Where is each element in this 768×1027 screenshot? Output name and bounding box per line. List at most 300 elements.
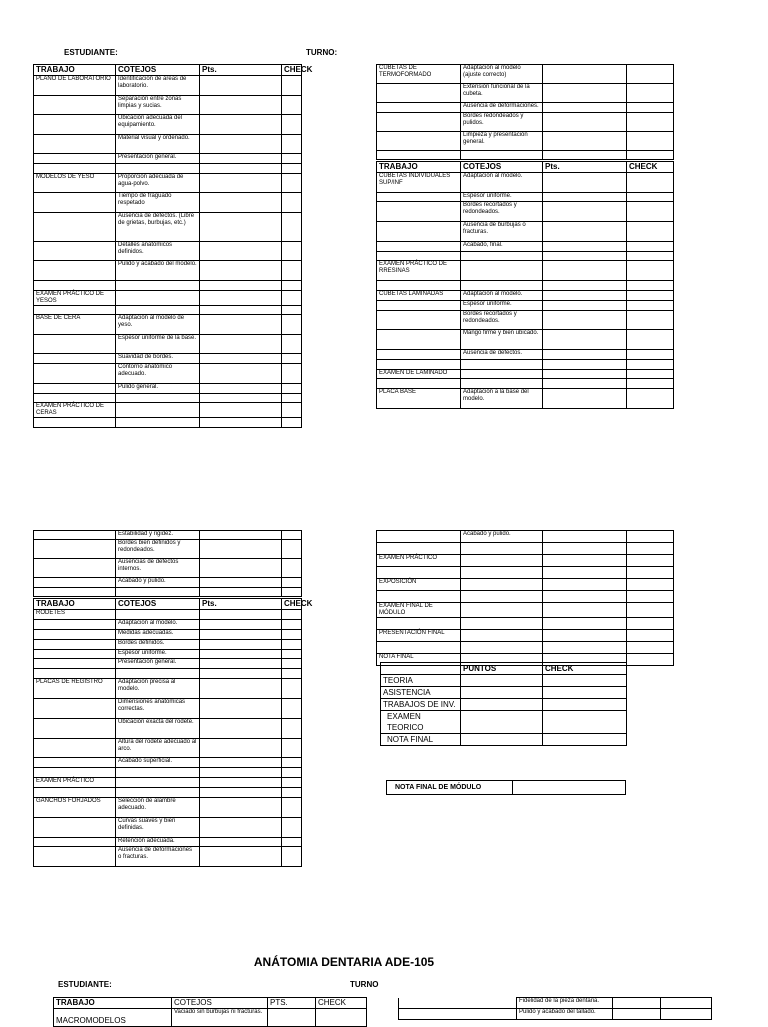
pts-cell[interactable] (200, 540, 282, 559)
pts-cell[interactable] (200, 610, 282, 620)
check-cell[interactable] (282, 619, 302, 629)
pts-cell[interactable] (200, 315, 282, 335)
pts-cell[interactable] (543, 603, 627, 618)
pts-cell[interactable] (543, 389, 627, 409)
pts-cell[interactable] (200, 193, 282, 213)
check-cell[interactable] (282, 305, 302, 315)
criterion (461, 543, 543, 555)
pts-cell[interactable] (200, 797, 282, 817)
work-name (377, 222, 461, 242)
pts-cell[interactable] (200, 261, 282, 281)
check-cell[interactable] (627, 579, 674, 591)
check-cell[interactable] (282, 95, 302, 115)
puntos-cell[interactable] (461, 687, 543, 699)
criterion: Ubicación exacta del rodete. (116, 718, 200, 738)
col-pts: Pts. (200, 599, 282, 610)
work-name (377, 349, 461, 359)
pts-cell[interactable] (200, 280, 282, 290)
check-cell[interactable] (282, 354, 302, 364)
check-cell[interactable] (282, 649, 302, 659)
check-cell[interactable] (282, 241, 302, 261)
work-name: PLANO DE LABORATORIO (34, 76, 116, 96)
evaluation-row (377, 359, 674, 369)
col-pts: Pts. (543, 162, 627, 173)
check-cell[interactable] (661, 998, 712, 1009)
evaluation-row (34, 797, 302, 817)
check-cell[interactable] (627, 241, 674, 251)
criterion: Retención adecuada. (116, 837, 200, 847)
check-cell[interactable] (282, 531, 302, 540)
evaluation-row (377, 603, 674, 618)
criterion (116, 610, 200, 620)
check-cell[interactable] (282, 115, 302, 135)
check-cell[interactable] (627, 173, 674, 193)
evaluation-row (34, 837, 302, 847)
summary-table (380, 662, 627, 746)
pts-cell[interactable] (200, 778, 282, 788)
criterion (116, 768, 200, 778)
check-cell[interactable] (282, 364, 302, 384)
pts-cell[interactable] (200, 163, 282, 173)
criterion: Presentación general. (116, 154, 200, 164)
pts-cell[interactable] (200, 837, 282, 847)
evaluation-row (377, 65, 674, 84)
work-name (34, 305, 116, 315)
criterion: Adaptación a la base del modelo. (461, 389, 543, 409)
check-cell[interactable] (627, 591, 674, 603)
pts-cell[interactable] (200, 393, 282, 403)
pts-cell[interactable] (543, 103, 627, 113)
check-cell[interactable] (282, 629, 302, 639)
pts-cell[interactable] (200, 817, 282, 837)
check-cell[interactable] (627, 281, 674, 291)
check-cell[interactable] (282, 403, 302, 418)
criterion (116, 418, 200, 428)
work-name (34, 847, 116, 867)
evaluation-row (34, 659, 302, 669)
pts-cell[interactable] (543, 618, 627, 630)
check-cell[interactable] (282, 587, 302, 596)
check-cell[interactable] (282, 315, 302, 335)
criterion: Dimensiones anatómicas correctas. (116, 699, 200, 719)
pts-cell[interactable] (200, 115, 282, 135)
work-name: BASE DE CERA (34, 315, 116, 335)
check-cell[interactable] (282, 212, 302, 241)
check-cell[interactable] (282, 393, 302, 403)
check-cell[interactable] (282, 659, 302, 669)
pts-cell[interactable] (543, 330, 627, 350)
check-cell[interactable] (282, 173, 302, 193)
check-cell[interactable] (282, 679, 302, 699)
pts-cell[interactable] (543, 131, 627, 150)
check-cell[interactable] (282, 768, 302, 778)
check-cell[interactable] (627, 150, 674, 160)
pts-cell[interactable] (543, 251, 627, 261)
check-cell[interactable] (627, 202, 674, 222)
pts-cell[interactable] (543, 65, 627, 84)
work-name (34, 619, 116, 629)
pts-cell[interactable] (543, 579, 627, 591)
work-name (34, 788, 116, 798)
evaluation-row (34, 639, 302, 649)
evaluation-row (34, 134, 302, 154)
check-cell[interactable] (282, 540, 302, 559)
criterion: Bordes redondeados y pulidos. (461, 112, 543, 131)
work-name (377, 84, 461, 103)
summary-row (381, 699, 627, 711)
check-cell[interactable] (627, 192, 674, 202)
check-cell[interactable] (627, 300, 674, 310)
work-name (34, 639, 116, 649)
pts-cell[interactable] (200, 154, 282, 164)
check-cell[interactable] (282, 847, 302, 867)
check-cell[interactable] (282, 639, 302, 649)
check-cell[interactable] (627, 567, 674, 579)
pts-cell[interactable] (200, 669, 282, 679)
evaluation-row (377, 555, 674, 567)
pts-cell[interactable] (543, 543, 627, 555)
check-cell[interactable] (627, 389, 674, 409)
pts-cell[interactable] (543, 630, 627, 642)
criterion (461, 251, 543, 261)
check-cell[interactable] (282, 290, 302, 305)
criterion (461, 555, 543, 567)
evaluation-row (34, 758, 302, 768)
work-name (377, 131, 461, 150)
pts-cell[interactable] (200, 649, 282, 659)
check-cell[interactable] (627, 379, 674, 389)
pts-cell[interactable] (543, 84, 627, 103)
work-name (34, 629, 116, 639)
summary-row (381, 687, 627, 699)
pts-cell[interactable] (200, 354, 282, 364)
check-cell[interactable] (627, 251, 674, 261)
pts-cell[interactable] (543, 290, 627, 300)
evaluation-row (34, 578, 302, 587)
summary-row (381, 734, 627, 746)
pts-cell[interactable] (200, 403, 282, 418)
evaluation-row (377, 379, 674, 389)
criterion: Acabado superficial. (116, 758, 200, 768)
criterion (116, 163, 200, 173)
check-cell[interactable] (282, 610, 302, 620)
pts-cell[interactable] (543, 281, 627, 291)
col-cotejos: COTEJOS (172, 998, 268, 1009)
criterion: Espesor uniforme. (461, 192, 543, 202)
criterion: Pulido y acabado del modelo. (116, 261, 200, 281)
pts-cell[interactable] (200, 847, 282, 867)
check-cell[interactable] (282, 163, 302, 173)
check-cell[interactable] (282, 758, 302, 768)
check-cell[interactable] (627, 222, 674, 242)
pts-cell[interactable] (543, 173, 627, 193)
check-cell[interactable] (282, 280, 302, 290)
evaluation-row (34, 778, 302, 788)
pts-cell[interactable] (200, 134, 282, 154)
check-cell[interactable] (282, 669, 302, 679)
work-name (377, 150, 461, 160)
puntos-cell[interactable] (461, 675, 543, 687)
check-cell[interactable] (627, 310, 674, 330)
criterion (116, 587, 200, 596)
evaluation-row (34, 393, 302, 403)
criterion: Bordes recortados y redondeados. (461, 202, 543, 222)
evaluation-row (377, 290, 674, 300)
check-cell[interactable] (627, 84, 674, 103)
evaluation-row (34, 699, 302, 719)
work-name (377, 618, 461, 630)
evaluation-row (377, 131, 674, 150)
pts-cell[interactable] (200, 305, 282, 315)
pts-cell[interactable] (200, 95, 282, 115)
check-cell[interactable] (282, 76, 302, 96)
check-cell[interactable] (282, 261, 302, 281)
evaluation-row (34, 193, 302, 213)
check-cell[interactable] (282, 718, 302, 738)
pts-cell[interactable] (543, 379, 627, 389)
check-cell[interactable] (282, 778, 302, 788)
check-cell[interactable] (627, 618, 674, 630)
criterion: Espesor uniforme. (461, 300, 543, 310)
col-check: CHECK (282, 65, 302, 76)
check-cell[interactable] (627, 359, 674, 369)
check-cell[interactable] (627, 261, 674, 281)
pts-cell[interactable] (613, 998, 661, 1009)
pts-cell[interactable] (200, 290, 282, 305)
evaluation-row (34, 173, 302, 193)
nota-final-modulo-value[interactable] (513, 781, 626, 795)
check-cell[interactable] (282, 154, 302, 164)
pts-cell[interactable] (200, 76, 282, 96)
pts-cell[interactable] (200, 241, 282, 261)
check-cell[interactable] (627, 65, 674, 84)
pts-cell[interactable] (543, 261, 627, 281)
pts-cell[interactable] (200, 587, 282, 596)
check-cell[interactable] (282, 738, 302, 758)
check-cell[interactable] (543, 734, 627, 746)
pts-cell[interactable] (200, 718, 282, 738)
work-name (377, 591, 461, 603)
work-name: EXAMEN PRÁCTICO (34, 778, 116, 788)
work-name (377, 379, 461, 389)
criterion (116, 290, 200, 305)
pts-cell[interactable] (543, 222, 627, 242)
pts-cell[interactable] (200, 768, 282, 778)
pts-cell[interactable] (543, 642, 627, 654)
criterion (461, 603, 543, 618)
criterion (461, 567, 543, 579)
evaluation-row (34, 718, 302, 738)
criterion: Adaptación al modelo. (116, 619, 200, 629)
col-cotejos: COTEJOS (116, 65, 200, 76)
work-name (34, 193, 116, 213)
pts-cell[interactable] (200, 418, 282, 428)
check-cell[interactable] (282, 837, 302, 847)
pts-cell[interactable] (200, 173, 282, 193)
check-cell[interactable] (627, 290, 674, 300)
check-cell[interactable] (282, 559, 302, 578)
check-cell[interactable] (627, 112, 674, 131)
criterion: Material visual y ordenado. (116, 134, 200, 154)
pts-cell[interactable] (543, 300, 627, 310)
pts-cell[interactable] (200, 679, 282, 699)
check-cell[interactable] (627, 349, 674, 359)
criterion: Bordes bien definidos y redondeados. (116, 540, 200, 559)
pts-cell[interactable] (543, 310, 627, 330)
work-name: EXAMEN PRÁCTICO (377, 555, 461, 567)
check-cell[interactable] (543, 675, 627, 687)
check-cell[interactable] (543, 711, 627, 734)
work-name: GANCHOS FORJADOS (34, 797, 116, 817)
pts-cell[interactable] (543, 369, 627, 379)
criterion (461, 591, 543, 603)
work-name (34, 364, 116, 384)
check-cell[interactable] (627, 630, 674, 642)
work-name: CUBETAS LAMINADAS (377, 290, 461, 300)
evaluation-row (34, 305, 302, 315)
criterion: Espesor uniforme. (116, 649, 200, 659)
pts-cell[interactable] (543, 202, 627, 222)
check-cell[interactable] (282, 334, 302, 354)
evaluation-row (34, 629, 302, 639)
evaluation-row (377, 349, 674, 359)
criterion (116, 788, 200, 798)
pts-cell[interactable] (543, 531, 627, 543)
pts-cell[interactable] (200, 629, 282, 639)
puntos-cell[interactable] (461, 734, 543, 746)
evaluation-row (377, 642, 674, 654)
criterion: Separación entre zonas limpias y sucias. (116, 95, 200, 115)
check-cell[interactable] (627, 654, 674, 666)
evaluation-row (34, 290, 302, 305)
summary-label: EXAMEN TEORICO (381, 711, 461, 734)
evaluation-row (377, 591, 674, 603)
criterion: Pulido general. (116, 383, 200, 393)
summary-label: TRABAJOS DE INV. (381, 699, 461, 711)
evaluation-row (377, 103, 674, 113)
work-name (377, 642, 461, 654)
pts-cell[interactable] (268, 1009, 316, 1027)
evaluation-row (34, 261, 302, 281)
check-cell[interactable] (627, 330, 674, 350)
pts-cell[interactable] (200, 659, 282, 669)
pts-cell[interactable] (543, 150, 627, 160)
check-cell[interactable] (627, 131, 674, 150)
evaluation-row (377, 543, 674, 555)
work-name: EXAMEN PRÁCTICO DE RRESINAS (377, 261, 461, 281)
pts-cell[interactable] (200, 559, 282, 578)
pts-cell[interactable] (200, 212, 282, 241)
check-cell[interactable] (282, 134, 302, 154)
pts-cell[interactable] (613, 1009, 661, 1020)
check-cell[interactable] (627, 603, 674, 618)
anatomy-shift-label: TURNO (350, 980, 379, 989)
pts-cell[interactable] (200, 699, 282, 719)
col-puntos: PUNTOS (461, 663, 543, 675)
pts-cell[interactable] (200, 738, 282, 758)
check-cell[interactable] (282, 193, 302, 213)
work-name: EXAMEN FINAL DE MÓDULO (377, 603, 461, 618)
check-cell[interactable] (661, 1009, 712, 1020)
pts-cell[interactable] (200, 578, 282, 587)
evaluation-row (34, 403, 302, 418)
puntos-cell[interactable] (461, 711, 543, 734)
work-name (377, 103, 461, 113)
col-check: CHECK (316, 998, 367, 1009)
puntos-cell[interactable] (461, 699, 543, 711)
evaluation-row (34, 540, 302, 559)
criterion: Proporción adecuada de agua-polvo. (116, 173, 200, 193)
evaluation-row (377, 330, 674, 350)
evaluation-row (34, 315, 302, 335)
criterion: Ausencia de burbujas o fracturas. (461, 222, 543, 242)
check-cell[interactable] (316, 1009, 367, 1027)
criterion: Suavidad de bordes. (116, 354, 200, 364)
pts-cell[interactable] (543, 349, 627, 359)
check-cell[interactable] (543, 687, 627, 699)
work-name (34, 768, 116, 778)
check-cell[interactable] (282, 578, 302, 587)
check-cell[interactable] (627, 555, 674, 567)
check-cell[interactable] (627, 103, 674, 113)
check-cell[interactable] (627, 543, 674, 555)
pts-cell[interactable] (200, 639, 282, 649)
check-cell[interactable] (282, 418, 302, 428)
check-cell[interactable] (282, 699, 302, 719)
check-cell[interactable] (282, 383, 302, 393)
evaluation-row (34, 587, 302, 596)
pts-cell[interactable] (543, 555, 627, 567)
pts-cell[interactable] (200, 758, 282, 768)
check-cell[interactable] (282, 797, 302, 817)
anatomy-table-right (398, 997, 712, 1020)
pts-cell[interactable] (543, 112, 627, 131)
criterion (116, 280, 200, 290)
check-cell[interactable] (627, 531, 674, 543)
criterion: Ausencias de defectos internos. (116, 559, 200, 578)
criterion (116, 305, 200, 315)
pts-cell[interactable] (200, 334, 282, 354)
criterion (461, 281, 543, 291)
evaluation-table-1 (33, 64, 313, 428)
check-cell[interactable] (627, 642, 674, 654)
pts-cell[interactable] (200, 531, 282, 540)
check-cell[interactable] (627, 369, 674, 379)
check-cell[interactable] (282, 817, 302, 837)
col-trabajo: TRABAJO (54, 998, 172, 1009)
nota-final-modulo-table (386, 780, 626, 795)
pts-cell[interactable] (200, 619, 282, 629)
criterion: Ausencia de deformaciones. (461, 103, 543, 113)
summary-row (381, 675, 627, 687)
work-name (377, 202, 461, 222)
evaluation-row (34, 95, 302, 115)
pts-cell[interactable] (543, 567, 627, 579)
pts-cell[interactable] (200, 383, 282, 393)
pts-cell[interactable] (543, 591, 627, 603)
pts-cell[interactable] (200, 788, 282, 798)
pts-cell[interactable] (200, 364, 282, 384)
check-cell[interactable] (543, 699, 627, 711)
pts-cell[interactable] (543, 241, 627, 251)
evaluation-row (34, 364, 302, 384)
pts-cell[interactable] (543, 359, 627, 369)
pts-cell[interactable] (543, 192, 627, 202)
evaluation-row (377, 150, 674, 160)
check-cell[interactable] (282, 788, 302, 798)
criterion (116, 669, 200, 679)
evaluation-table-4 (376, 530, 674, 666)
